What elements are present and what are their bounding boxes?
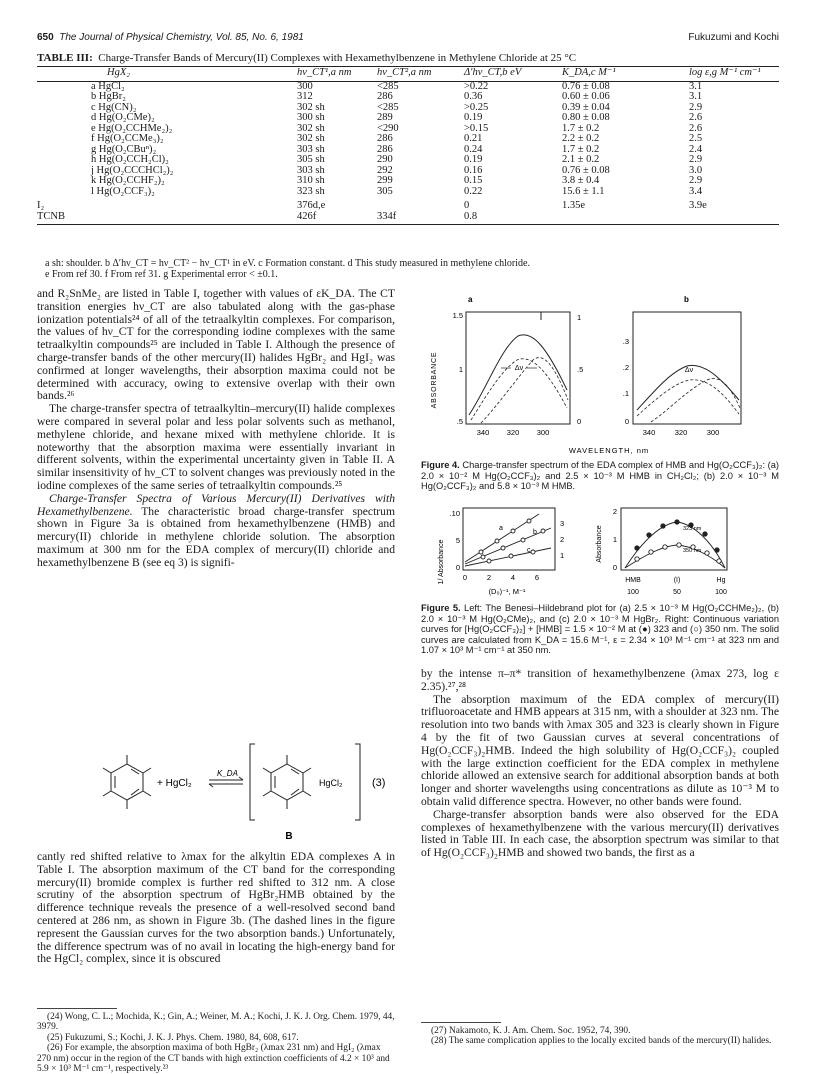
table-caption-label: TABLE III: xyxy=(37,52,93,64)
table-row xyxy=(37,113,779,124)
cell-log-eps: 3.1 xyxy=(689,80,703,92)
th-delta: Δ′hν_CT,b eV xyxy=(464,67,562,82)
eq-hgcl2: HgCl₂ xyxy=(319,778,343,788)
cell-kda: 2.2 ± 0.2 xyxy=(562,133,600,144)
fig5-r-xtop-3: Hg xyxy=(716,577,726,584)
eq-kda: K_DA xyxy=(217,769,238,778)
left-paragraph-2: The charge-transfer spectra of tetraalkyltin–mercury(II) halide complexes were compared in several polar and less polar solvents such as methanol, methylene chloride, and hexane mixed with methylene chloride. It is noteworthy that the absorption maxima were essentially invariant in different solvents, within the experimental uncertainty given in Table II. A similar insensitivity of hν_CT to solvent changes was previously noted in the iodine complexes of the same series of tetraalkyltin compounds.²⁵ xyxy=(37,402,395,492)
equation-3 xyxy=(37,734,395,844)
fig4-a-ltick-3: .5 xyxy=(456,417,463,426)
table-iii xyxy=(37,66,779,225)
eq-label-b: B xyxy=(285,831,293,842)
fig5-left-xlabel: (D₀)⁻¹, M⁻¹ xyxy=(488,587,526,596)
journal-name: The Journal of Physical Chemistry, xyxy=(59,32,214,43)
fig4-a-rtick-2: .5 xyxy=(577,365,584,374)
fig4-caption-text: Charge-transfer spectrum of the EDA complex of HMB and Hg(O₂CCF₃)₂: (a) 2.0 × 10⁻² M Hg(O₂CCF₃)₂ and 2.5 × 10⁻³ M HMB in CH₂Cl₂; (b) 2.0 × 10⁻³ M Hg(O₂CCF₃)₂ and 5.8 × 10⁻³ M HMB. xyxy=(421,460,779,492)
fig5-r-xtop-2: (I) xyxy=(673,577,681,584)
left-paragraph-3 xyxy=(37,493,395,570)
table-caption xyxy=(37,52,779,64)
cell-log-eps: 2.9 xyxy=(689,154,703,165)
cell-kda: 0.76 ± 0.08 xyxy=(562,80,610,92)
fig4-b-xtick-1: 340 xyxy=(642,428,656,437)
th-log-eps: log ε,g M⁻¹ cm⁻¹ xyxy=(689,67,779,82)
figure-5-caption xyxy=(421,603,779,656)
cell-log-eps: 2.6 xyxy=(689,122,703,134)
table-row xyxy=(37,134,779,145)
equilibrium-arrows xyxy=(209,777,243,787)
cell-hvct2: <285 xyxy=(377,101,399,113)
figure-4 xyxy=(421,290,779,476)
cell-hvct2: 286 xyxy=(377,91,393,102)
table-row xyxy=(37,176,779,187)
left-paragraph-3-text: The characteristic broad charge-transfer spectrum shown in Figure 3a is obtained from hexamethylbenzene (HMB) and mercury(II) chloride in methylene chloride solution. The absorption maximum at 300 nm for the EDA complex of mercury(II) chloride and hexamethylbenzene B (see eq 3) is signifi- xyxy=(37,504,395,569)
fig4-panel-b: b xyxy=(684,295,689,304)
fig5-r-xbot-1: 100 xyxy=(627,589,639,596)
cell-delta: 0.36 xyxy=(464,91,483,102)
cell-hvct1: 302 sh xyxy=(297,101,325,113)
table-row xyxy=(37,197,779,212)
fig4-a-delta: Δν xyxy=(514,365,524,372)
cell-hvct2: 286 xyxy=(377,143,393,155)
cell-hvct2: <290 xyxy=(377,122,399,134)
th-hvct2: hν_CT²,a nm xyxy=(377,67,464,82)
left-paragraph-4: cantly red shifted relative to λmax for the alkyltin EDA complexes A in Table I. The absorption maximum of the CT band for the corresponding mercury(II) bromide complex is further red shifted to 312 nm. A close scrutiny of the absorption spectrum of HgBr₂HMB obtained by the difference technique reveals the presence of a well-resolved second band centered at 286 nm, as shown in Figure 3b. (The dashed lines in the figure represent the Gaussian curves for the two absorption bands.) Unfortunately, the difference spectrum was of no avail in locating the high-energy band for the HgCl₂ complex, since it is obscured xyxy=(37,850,395,966)
fig5-xtick-4: 6 xyxy=(534,573,540,582)
cell-delta: 0.24 xyxy=(464,143,483,155)
cell-log-eps: 2.4 xyxy=(689,143,703,155)
complex-b-structure xyxy=(250,744,360,820)
right-paragraph-2: The absorption maximum of the EDA complex of mercury(II) trifluoroacetate and HMB appears at 315 nm, with a shoulder at 323 nm. The resolution into two bands with λmax 305 and 323 is clearly shown in Figure 4 by the fit of two Gaussian curves at several concentrations of Hg(O₂CCF₃)₂HMB. Indeed the high solubility of Hg(O₂CCF₃)₂ coupled with the large extinction coefficient for the EDA complex in methylene chloride allowed an extensive search for additional absorption bands at both longer and shorter wavelengths using concentrations as dilute as 10⁻³ M to obtain valid difference spectra. However, no other bands were found. xyxy=(421,692,779,808)
cell-kda: 1.35e xyxy=(562,200,586,211)
th-hvct1: hν_CT¹,a nm xyxy=(297,67,377,82)
fig5-rtick-2: 2 xyxy=(560,535,565,544)
table-footnotes xyxy=(37,258,779,280)
fig4-a-xtick-1: 340 xyxy=(476,428,490,437)
cell-hvct2: 334f xyxy=(377,212,464,225)
ref-28: (28) The same complication applies to the locally excited bands of the mercury(II) halides. xyxy=(431,1036,772,1047)
table-row xyxy=(37,81,779,92)
table-row xyxy=(37,212,779,225)
cell-log-eps: 3.4 xyxy=(689,185,703,197)
fig5-r-xtop-1: HMB xyxy=(625,577,641,584)
fig5-r-ytick-1: 2 xyxy=(612,507,617,516)
fig4-b-xtick-2: 320 xyxy=(674,428,688,437)
fig5-ltick-3: 0 xyxy=(455,563,460,572)
cell-hvct1: 303 sh xyxy=(297,164,325,176)
cell-hvct2: 292 xyxy=(377,164,393,176)
cell-hvct1: 303 sh xyxy=(297,143,325,155)
cell-hvct2: 299 xyxy=(377,175,393,186)
cell-kda: 0.60 ± 0.06 xyxy=(562,91,610,102)
section-heading: Charge-Transfer Spectra of Various Mercury(II) Derivatives with Hexamethylbenzene. xyxy=(37,491,395,518)
fig4-b-curve-dash-1 xyxy=(637,380,739,416)
fig5-rtick-1: 3 xyxy=(560,519,565,528)
cell-delta: 0.22 xyxy=(464,185,483,197)
cell-delta: >0.15 xyxy=(464,122,489,134)
fig4-b-tick-3: .1 xyxy=(622,389,629,398)
cell-hgx2: b HgBr₂ xyxy=(91,91,126,102)
cell-log-eps: 3.1 xyxy=(689,91,703,102)
left-column xyxy=(37,288,395,570)
fig5-xtick-3: 4 xyxy=(510,573,516,582)
cell-kda: 0.80 ± 0.08 xyxy=(562,112,610,123)
cell-kda: 3.8 ± 0.4 xyxy=(562,175,600,186)
figure-4-caption xyxy=(421,460,779,492)
fig4-xlabel: WAVELENGTH, nm xyxy=(568,446,650,455)
cell-delta: >0.22 xyxy=(464,80,489,92)
cell-hvct1: 305 sh xyxy=(297,154,325,165)
cell-delta: 0.19 xyxy=(464,112,483,123)
fig4-b-tick-2: .2 xyxy=(622,363,629,372)
fig4-a-ltick-1: 1.5 xyxy=(452,311,463,320)
cell-hvct2: 290 xyxy=(377,154,393,165)
cell-hgx2: l Hg(O₂CCF₃)₂ xyxy=(91,185,155,197)
right-paragraph-3: Charge-transfer absorption bands were also observed for the EDA complexes of hexamethylbenzene with the various mercury(II) derivatives listed in Table III. In each case, the absorption spectrum was similar to that of Hg(O₂CCF₃)₂HMB and showed two bands, the first as a xyxy=(421,807,779,860)
cell-hvct1: 376d,e xyxy=(297,200,326,211)
page-number: 650 xyxy=(37,32,54,43)
cell-hgx2: h Hg(O₂CCH₂Cl)₂ xyxy=(91,154,169,165)
right-column xyxy=(421,668,779,860)
fig5-xtick-1: 0 xyxy=(462,573,468,582)
fig5-r-xbot-2: 50 xyxy=(673,589,681,596)
cell-log-eps: 2.9 xyxy=(689,175,703,186)
table-footnote-2: e From ref 30. f From ref 31. g Experimental error < ±0.1. xyxy=(45,269,278,280)
cell-hgx2: TCNB xyxy=(37,212,297,225)
equation-number: (3) xyxy=(372,777,386,789)
table-row xyxy=(37,92,779,103)
cell-hvct2 xyxy=(377,197,464,212)
cell-hgx2: a HgCl₂ xyxy=(91,80,125,92)
fig5-left-series xyxy=(465,514,551,566)
th-kda: K_DA,c M⁻¹ xyxy=(562,67,689,82)
cell-hvct1: 300 sh xyxy=(297,112,325,123)
fig4-b-curve-dash-2 xyxy=(651,379,740,422)
hmb-structure xyxy=(103,755,151,809)
table-footnote-1: a sh: shoulder. b Δ′hν_CT = hν_CT² − hν_CT¹ in eV. c Formation constant. d This study measured in methylene chloride. xyxy=(45,258,530,269)
cell-hvct2: 305 xyxy=(377,185,393,197)
fig5-label-350: 350 nm xyxy=(683,548,702,554)
fig5-r-ytick-2: 1 xyxy=(612,535,617,544)
fig5-ltick-2: 5 xyxy=(455,536,460,545)
cell-hgx2: c Hg(CN)₂ xyxy=(91,101,137,113)
fig4-a-ltick-2: 1 xyxy=(458,365,463,374)
fig4-b-tick-4: 0 xyxy=(624,417,629,426)
left-paragraph-1: and R₂SnMe₂ are listed in Table I, together with values of εK_DA. The CT transition energies hν_CT are also tabulated along with the gas-phase ionization potentials²⁴ of all of the tetraalkyltin complexes. For comparison, the values of hν_CT for the corresponding iodine complexes with the same tetraalkyltin compounds²⁵ are included in Table I. Although the presence of charge-transfer bands of the other mercury(II) halides HgBr₂ and HgI₂ was confirmed at longer wavelengths, their absorption maxima could not be determined with accuracy, owing to extensive overlap with their own bands.²⁶ xyxy=(37,287,395,403)
table-header-row xyxy=(37,67,779,82)
authors: Fukuzumi and Kochi xyxy=(688,32,779,43)
fig4-b-xtick-3: 300 xyxy=(706,428,720,437)
ref-27: (27) Nakamoto, K. J. Am. Chem. Soc. 1952, 74, 390. xyxy=(431,1026,631,1036)
fig5-left-ylabel: 1/ Absorbance xyxy=(438,539,445,585)
fig4-ylabel: ABSORBANCE xyxy=(431,351,438,409)
ref-26: (26) For example, the absorption maxima of both HgBr₂ (λmax 231 nm) and HgI₂ (λmax 270 nm) occur in the region of the CT bands with high extinction coefficients of 4.2 × 10³ and 5.9 × 10³ M⁻¹ cm⁻¹, respectively.²³ xyxy=(37,1043,390,1074)
cell-delta: 0.21 xyxy=(464,133,483,144)
cell-hvct1: 302 sh xyxy=(297,122,325,134)
cell-log-eps: 3.9e xyxy=(689,200,707,211)
cell-hvct1: 302 sh xyxy=(297,133,325,144)
cell-delta: 0.16 xyxy=(464,164,483,176)
cell-hvct2: <285 xyxy=(377,80,399,92)
fig4-b-tick-1: .3 xyxy=(622,337,629,346)
fig4-a-xtick-2: 320 xyxy=(506,428,520,437)
fig5-label-b: b xyxy=(533,529,537,536)
cell-log-eps: 3.0 xyxy=(689,164,703,176)
fig5-ltick-1: .10 xyxy=(449,509,460,518)
fig4-a-xtick-3: 300 xyxy=(536,428,550,437)
table-row xyxy=(37,187,779,198)
fig5-caption-text: Left: The Benesi–Hildebrand plot for (a) 2.5 × 10⁻³ M Hg(O₂CCHMe₂)₂, (b) 2.0 × 10⁻³ M Hg(O₂CMe)₂, and (c) 2.0 × 10⁻³ M HgBr₂. Right: Continuous variation curves for [Hg(O₂CCF₃)₂] + [HMB] = 1.5 × 10⁻² M at (●) 323 and (○) 350 nm. The solid curves are calculated from K_DA = 15.6 M⁻¹, ε = 2.34 × 10³ M⁻¹ cm⁻¹ at 323 nm and 1.07 × 10³ M⁻¹ cm⁻¹ at 350 nm. xyxy=(421,603,779,656)
fig5-right-ylabel: Absorbance xyxy=(596,525,603,563)
cell-kda: 0.76 ± 0.08 xyxy=(562,164,610,176)
cell-log-eps xyxy=(689,212,779,225)
fig5-label-323: 323 nm xyxy=(683,526,702,532)
fig4-caption-label: Figure 4. xyxy=(421,460,460,470)
cell-kda: 15.6 ± 1.1 xyxy=(562,185,605,197)
th-hgx2: HgX₂ xyxy=(37,67,297,82)
cell-hgx2: k Hg(O₂CCHF₂)₂ xyxy=(91,175,165,186)
cell-log-eps: 2.5 xyxy=(689,133,703,144)
left-references xyxy=(37,1008,395,1074)
right-references xyxy=(421,1022,779,1047)
cell-hgx2: j Hg(O₂CCCHCl₂)₂ xyxy=(91,164,174,176)
journal-volume: Vol. 85, No. 6, 1981 xyxy=(215,32,304,43)
cell-kda: 1.7 ± 0.2 xyxy=(562,122,600,134)
cell-hvct1: 323 sh xyxy=(297,185,325,197)
cell-delta: 0.15 xyxy=(464,175,483,186)
ref-25: (25) Fukuzumi, S.; Kochi, J. K. J. Phys. Chem. 1980, 84, 608, 617. xyxy=(47,1032,299,1043)
fig5-label-c: c xyxy=(527,547,531,554)
cell-log-eps: 2.6 xyxy=(689,112,703,123)
cell-hvct2: 289 xyxy=(377,112,393,123)
cell-hgx2: e Hg(O₂CCHMe₂)₂ xyxy=(91,122,173,134)
eq-plus-hgcl2: + HgCl₂ xyxy=(157,778,192,789)
cell-kda: 0.39 ± 0.04 xyxy=(562,101,610,113)
cell-hvct2: 286 xyxy=(377,133,393,144)
running-header xyxy=(37,32,779,46)
cell-hvct1: 312 xyxy=(297,91,313,102)
fig5-right-curve-350 xyxy=(625,545,725,568)
fig4-a-rtick-1: 1 xyxy=(577,313,582,322)
cell-delta: 0 xyxy=(464,200,470,211)
cell-hvct1: 310 sh xyxy=(297,175,325,186)
cell-log-eps: 2.9 xyxy=(689,101,703,113)
left-column-continued xyxy=(37,851,395,966)
cell-hgx2: f Hg(O₂CCMe₃)₂ xyxy=(91,133,164,144)
fig5-r-xbot-3: 100 xyxy=(715,589,727,596)
cell-hgx2: I₂ xyxy=(37,200,45,211)
cell-hgx2: d Hg(O₂CMe)₂ xyxy=(91,112,155,123)
fig5-caption-label: Figure 5. xyxy=(421,603,461,613)
fig4-panel-a: a xyxy=(468,295,473,304)
cell-hvct1: 426f xyxy=(297,212,377,225)
cell-kda: 2.1 ± 0.2 xyxy=(562,154,600,165)
cell-delta: 0.8 xyxy=(464,212,562,225)
fig5-left-frame xyxy=(463,508,555,570)
fig5-xtick-2: 2 xyxy=(486,573,492,582)
table-body xyxy=(37,81,779,225)
ref-24: (24) Wong, C. L.; Mochida, K.; Gin, A.; Weiner, M. A.; Kochi, J. K. J. Org. Chem. 1979, 44, 3979. xyxy=(37,1012,395,1033)
fig5-label-a: a xyxy=(499,525,503,532)
right-paragraph-1: by the intense π–π* transition of hexamethylbenzene (λmax 273, log ε 2.35).²⁷,²⁸ xyxy=(421,667,779,693)
table-row xyxy=(37,155,779,166)
table-caption-text: Charge-Transfer Bands of Mercury(II) Complexes with Hexamethylbenzene in Methylene Chloride at 25 °C xyxy=(98,52,577,64)
fig5-rtick-3: 1 xyxy=(560,551,565,560)
cell-delta: 0.19 xyxy=(464,154,483,165)
fig4-a-curve-solid xyxy=(469,335,567,415)
cell-kda xyxy=(562,212,689,225)
fig4-b-delta: Δν xyxy=(684,367,694,374)
cell-hgx2: g Hg(O₂CBuⁿ)₂ xyxy=(91,143,157,155)
cell-hvct1: 300 xyxy=(297,80,313,92)
fig4-a-rtick-3: 0 xyxy=(577,417,582,426)
fig5-r-ytick-3: 0 xyxy=(612,563,617,572)
cell-delta: >0.25 xyxy=(464,101,489,113)
cell-kda: 1.7 ± 0.2 xyxy=(562,143,600,155)
